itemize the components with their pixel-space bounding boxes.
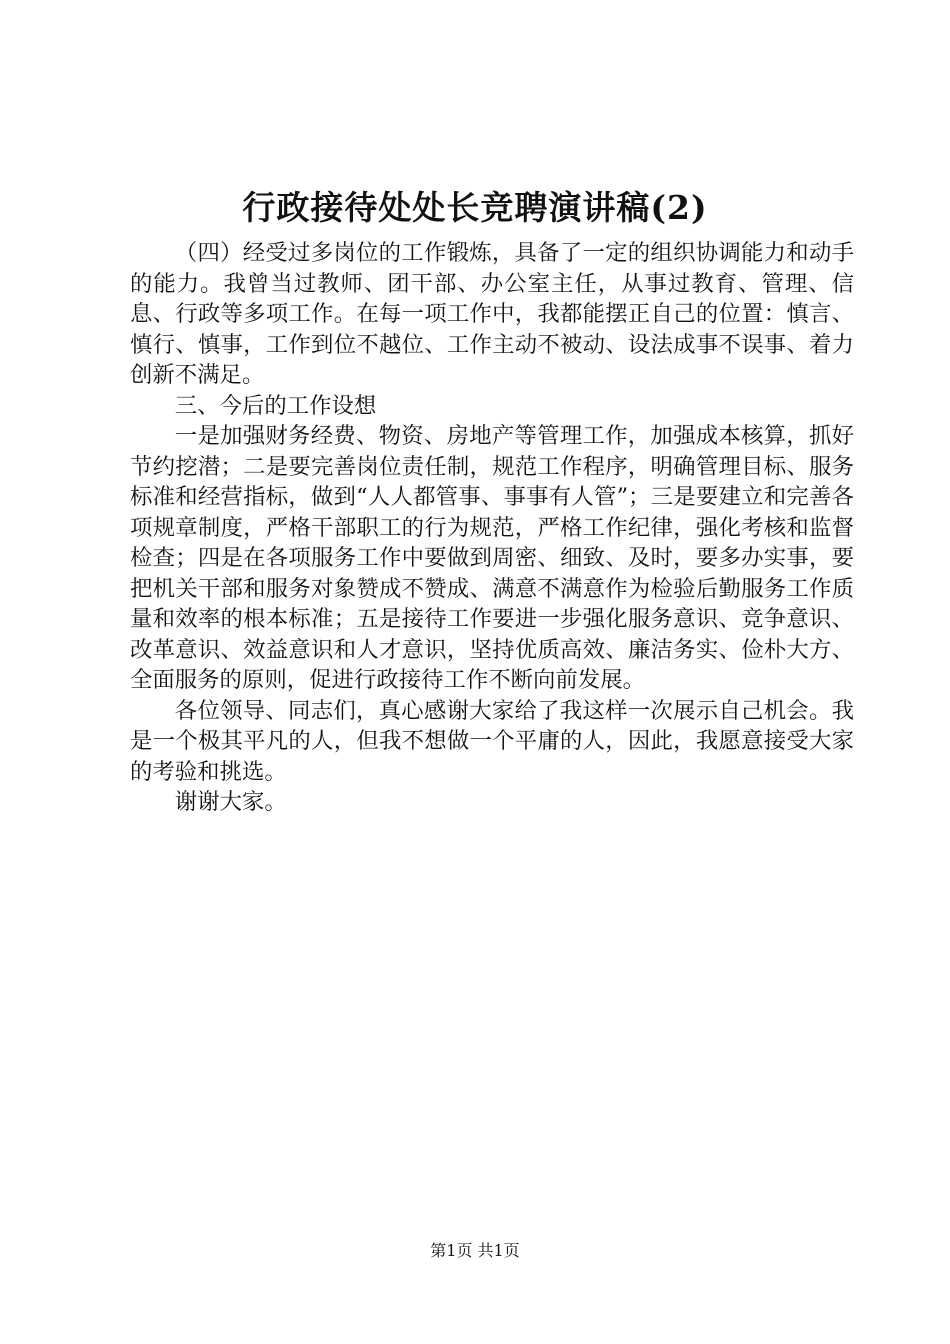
section-heading-future-plans: 三、今后的工作设想 [174,392,377,419]
document-body [130,238,854,818]
paragraph-work-plans: 一是加强财务经费、物资、房地产等管理工作，加强成本核算，抓好节约挖潜；二是要完善岗位责任制，规范工作程序，明确管理目标、服务标准和经营指标，做到“人人都管事、事事有人管”；三是要建立和完善各项规章制度，严格干部职工的行为规范，严格工作纪律，强化考核和监督检查；四是在各项服务工作中要做到周密、细致、及时，要多办实事，要把机关干部和服务对象赞成不赞成、满意不满意作为检验后勤服务工作质量和效率的根本标准；五是接待工作要进一步强化服务意识、竞争意识、改革意识、效益意识和人才意识，坚持优质高效、廉洁务实、俭朴大方、全面服务的原则，促进行政接待工作不断向前发展。 [130,423,854,693]
paragraph-experience: （四）经受过多岗位的工作锻炼，具备了一定的组织协调能力和动手的能力。我曾当过教师、团干部、办公室主任，从事过教育、管理、信息、行政等多项工作。在每一项工作中，我都能摆正自己的位置：慎言、慎行、慎事，工作到位不越位、工作主动不被动、设法成事不误事、着力创新不满足。 [130,240,854,388]
document-title: 行政接待处处长竞聘演讲稿(2) [242,188,708,227]
paragraph-thanks: 谢谢大家。 [174,789,287,815]
page-number-footer: 第1页 共1页 [430,1241,520,1260]
paragraph-closing: 各位领导、同志们，真心感谢大家给了我这样一次展示自己机会。我是一个极其平凡的人，但我不想做一个平庸的人，因此，我愿意接受大家的考验和挑选。 [130,697,854,785]
